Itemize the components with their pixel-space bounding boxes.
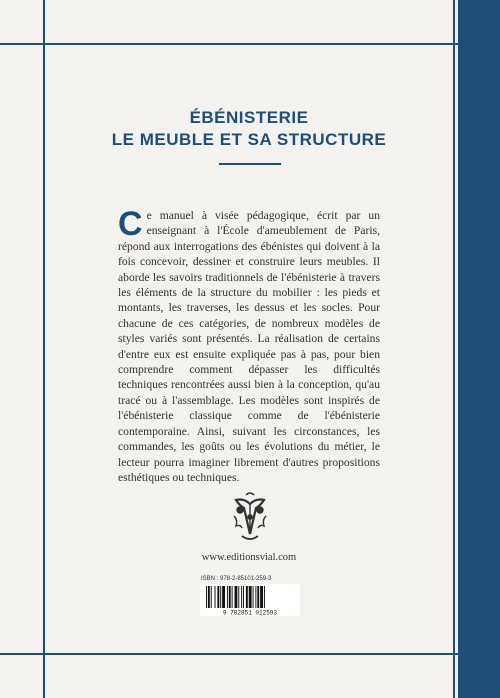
barcode-bar bbox=[215, 586, 216, 608]
barcode-bar bbox=[220, 586, 221, 608]
barcode-bar bbox=[255, 586, 256, 608]
frame-line-left bbox=[43, 0, 45, 698]
barcode-bar bbox=[249, 586, 252, 608]
barcode-bar bbox=[229, 586, 231, 608]
frame-line-bottom bbox=[0, 653, 458, 655]
barcode-bar bbox=[238, 586, 239, 608]
barcode-bar bbox=[243, 586, 244, 608]
barcode-bar bbox=[211, 586, 212, 608]
drop-cap: C bbox=[118, 205, 143, 243]
barcode-bar bbox=[217, 586, 219, 608]
title-divider bbox=[219, 163, 281, 165]
barcode-bar bbox=[208, 586, 210, 608]
description-text: e manuel à visée pédagogique, écrit par un enseignant à l'École d'ameublement de Paris, répond aux interrogations des ébénistes qui doivent à la fois concevoir, dessiner et construire leurs meubles. Il aborde les savoirs traditionnels de l'ébénisterie à travers les éléments de la structure du mobilier : les pieds et montants, les traverses, les dessus et les socles. Pour chacune de ces catégories, de nombreux modèles de styles variés sont présentés. La réalisation de certains d'entre eux est ensuite expliquée pas à pas, pour bien comprendre comment dépasser les difficultés techniques rencontrées aussi bien à la conception, qu'au tracé ou à l'assemblage. Les modèles sont inspirés de l'ébénisterie classique comme de l'ébénisterie contemporaine. Ainsi, suivant les circonstances, les commandes, les goûts ou les évolutions du métier, le lecteur pourra imaginer librement d'autres propositions esthétiques ou techniques. bbox=[118, 209, 380, 484]
barcode-bar bbox=[246, 586, 248, 608]
book-subtitle: LE MEUBLE ET SA STRUCTURE bbox=[111, 130, 387, 149]
book-description bbox=[118, 205, 380, 485]
barcode-bar bbox=[222, 586, 225, 608]
frame-line-right bbox=[453, 0, 455, 698]
publisher-url: www.editionsvial.com bbox=[201, 552, 297, 563]
barcode-bar bbox=[260, 586, 263, 608]
barcode-bar bbox=[257, 586, 259, 608]
book-title: ÉBÉNISTERIE bbox=[189, 108, 309, 127]
barcode-icon bbox=[200, 584, 300, 616]
barcode-number: 9 782851 012593 bbox=[222, 609, 278, 616]
barcode-bar bbox=[253, 586, 254, 608]
barcode-bar bbox=[241, 586, 242, 608]
publisher-logo-icon bbox=[226, 490, 274, 544]
barcode-bar bbox=[206, 586, 207, 608]
barcode-bar bbox=[264, 586, 265, 608]
barcode-bar bbox=[232, 586, 233, 608]
frame-line-top bbox=[0, 43, 458, 45]
barcode-bar bbox=[227, 586, 228, 608]
spine-band bbox=[458, 0, 500, 698]
isbn-label: ISBN : 978-2-85101-259-3 bbox=[201, 576, 272, 582]
barcode-bar bbox=[235, 586, 238, 608]
